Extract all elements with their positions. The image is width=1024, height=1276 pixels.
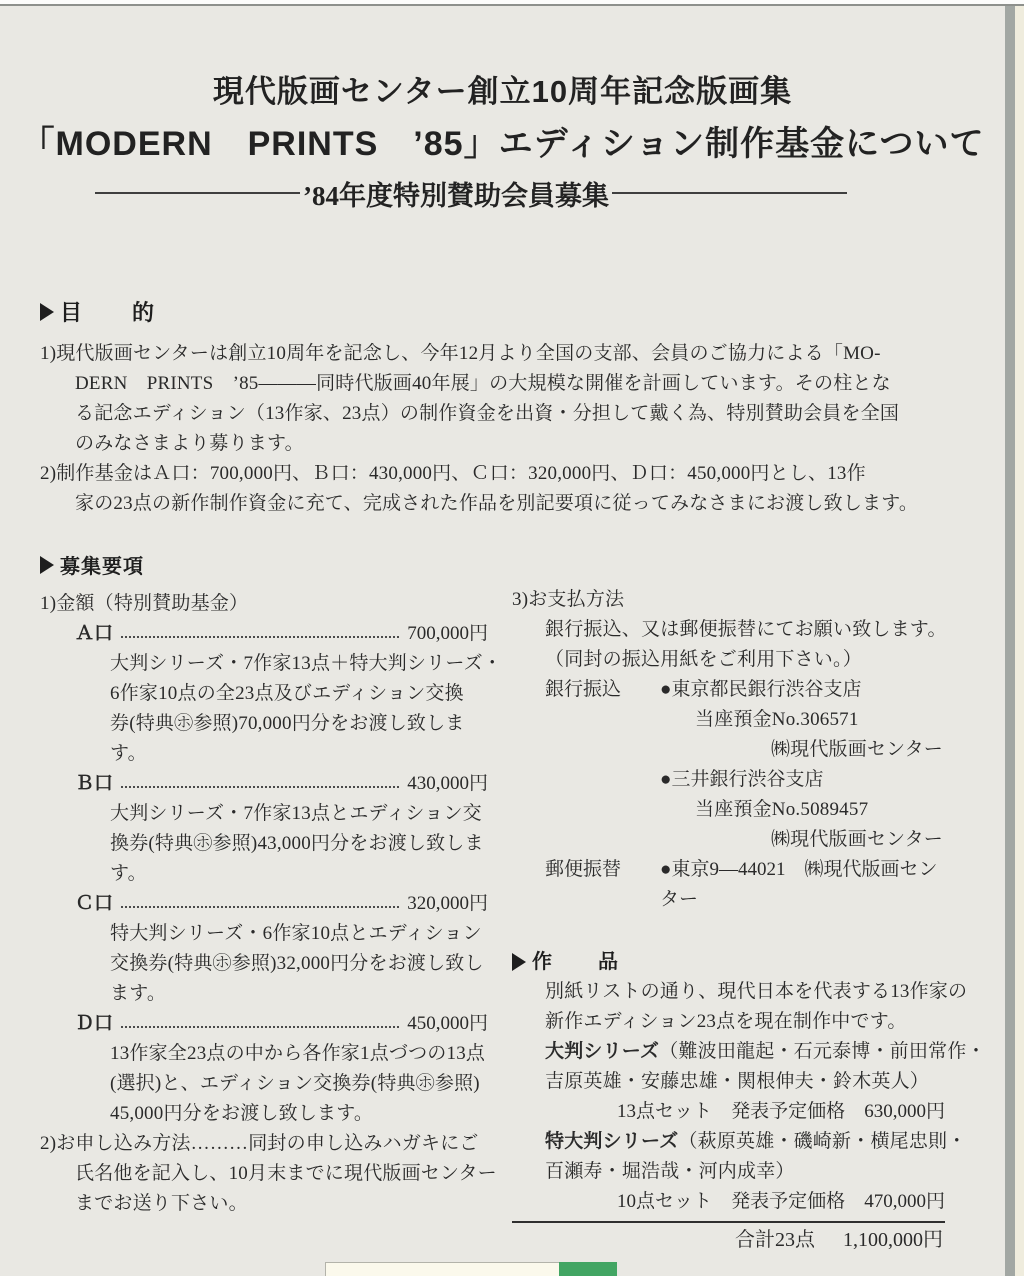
dotted-leader (121, 636, 399, 638)
offer-desc-line: 6作家10点の全23点及びエディション交換 (110, 683, 464, 704)
works-intro-line: 別紙リストの通り、現代日本を代表する13作家の (545, 981, 968, 1002)
large-series-line (512, 1037, 986, 1067)
xlarge-series-label: 特大判シリーズ (545, 1131, 679, 1152)
purpose-line: 1)現代版画センターは創立10周年を記念し、今年12月より全国の支部、会員のご協力による「MO- (40, 343, 881, 364)
document-subtitle-main: 「MODERN PRINTS ’85」エディション制作基金について (20, 125, 985, 163)
bottom-card-green-block (559, 1262, 617, 1276)
offer-desc-line: 13作家全23点の中から各作家1点づつの13点 (110, 1043, 486, 1064)
offer-desc-line: 交換券(特典㋭参照)32,000円分をお渡し致し (110, 953, 484, 974)
subtitle-text: ’84年度特別賛助会員募集 (303, 180, 609, 211)
bank2-row (512, 765, 945, 795)
recruitment-heading (40, 550, 488, 579)
amount-title: 1)金額（特別賛助基金） (40, 593, 249, 614)
dotted-leader (121, 786, 399, 788)
triangle-bullet-icon (40, 556, 54, 574)
offer-row-b (40, 769, 488, 799)
purpose-line: る記念エディション（13作家、23点）の制作資金を出資・分担して戴く為、特別賛助会員を全国 (75, 403, 900, 424)
large-series-label: 大判シリーズ (545, 1041, 660, 1062)
apply-line: までお送り下さい。 (75, 1193, 248, 1214)
offer-amount: 700,000円 (407, 623, 488, 644)
offer-label: Ａ口 (75, 623, 114, 644)
set-price: 630,000円 (864, 1101, 945, 1122)
purpose-line: のみなさまより募ります。 (75, 433, 304, 454)
offer-row-c (40, 889, 488, 919)
subtitle-right-rule (612, 192, 847, 194)
xlarge-series-artists: （萩原英雄・磯崎新・横尾忠則・ (678, 1131, 967, 1152)
purpose-line: 家の23点の新作制作資金に充て、完成された作品を別記要項に従ってみなさまにお渡し致します。 (75, 493, 919, 514)
payment-intro-line: （同封の振込用紙をご利用下さい。） (545, 649, 862, 670)
large-series-artists: （難波田龍起・石元泰博・前田常作・ (659, 1041, 986, 1062)
postal-transfer-row (512, 855, 945, 915)
set-count: 10点セット (617, 1191, 713, 1212)
large-series-set-row (512, 1097, 945, 1127)
dotted-leader (121, 906, 399, 908)
large-series-line2: 吉原英雄・安藤忠雄・関根伸夫・鈴木英人） (545, 1071, 930, 1092)
document-title: 現代版画センター創立10周年記念版画集 (212, 74, 793, 109)
set-price: 470,000円 (864, 1191, 945, 1212)
xlarge-series-set-row (512, 1187, 945, 1217)
works-heading (512, 947, 945, 977)
bank2-account: 当座預金No.5089457 (695, 799, 869, 820)
offer-amount: 450,000円 (407, 1013, 488, 1034)
offer-desc-line: 券(特典㋭参照)70,000円分をお渡し致しま (110, 713, 465, 734)
offer-desc-line: 45,000円分をお渡し致します。 (110, 1103, 374, 1124)
set-price-label: 発表予定価格 (731, 1191, 846, 1212)
payment-heading: 3)お支払方法 (512, 589, 625, 610)
bank-transfer-row (512, 675, 945, 705)
xlarge-series-line2: 百瀬寿・堀浩哉・河内成幸） (545, 1161, 795, 1182)
offer-row-d (40, 1009, 488, 1039)
purpose-heading-label: 目 的 (60, 300, 157, 325)
offer-amount: 320,000円 (407, 893, 488, 914)
recruitment-heading-label: 募集要項 (60, 556, 144, 578)
subtitle-row (95, 176, 882, 210)
works-intro-line: 新作エディション23点を現在制作中です。 (545, 1011, 907, 1032)
offer-desc-line: 大判シリーズ・7作家13点＋特大判シリーズ・ (110, 653, 503, 674)
apply-line: 氏名他を記入し、10月末までに現代版画センター (75, 1163, 497, 1184)
bank-transfer-label: 銀行振込 (545, 679, 622, 700)
payment-and-works-section (512, 585, 986, 1257)
triangle-bullet-icon (512, 953, 526, 971)
bank1-name: ●東京都民銀行渋谷支店 (660, 679, 862, 700)
offer-label: Ｂ口 (75, 773, 114, 794)
dotted-leader (121, 1026, 399, 1028)
offer-desc-line: ます。 (110, 983, 167, 1004)
postal-account: ●東京9—44021 ㈱現代版画センター (660, 859, 938, 910)
scan-right-edge-light (1015, 6, 1024, 1276)
scan-top-edge-line (0, 4, 1024, 6)
bank1-holder: ㈱現代版画センター (770, 739, 943, 760)
offer-desc-line: 特大判シリーズ・6作家10点とエディション (110, 923, 482, 944)
apply-line: 2)お申し込み方法………同封の申し込みハガキにご (40, 1133, 479, 1154)
offer-label: Ｄ口 (75, 1013, 114, 1034)
bank1-account: 当座預金No.306571 (695, 709, 859, 730)
bank2-name: ●三井銀行渋谷支店 (660, 769, 824, 790)
total-row (512, 1223, 945, 1257)
offer-desc-line: 換券(特典㋭参照)43,000円分をお渡し致しま (110, 833, 484, 854)
offer-desc-line: (選択)と、エディション交換券(特典㋭参照) (110, 1073, 480, 1094)
purpose-line: DERN PRINTS ’85———同時代版画40年展」の大規模な開催を計画しています。その柱とな (75, 373, 891, 394)
payment-intro-line: 銀行振込、又は郵便振替にてお願い致します。 (545, 619, 947, 640)
offer-desc-line: 大判シリーズ・7作家13点とエディション交 (110, 803, 482, 824)
triangle-bullet-icon (40, 303, 54, 321)
offer-desc-line: す。 (110, 863, 147, 884)
purpose-line: 2)制作基金はＡ口：700,000円、Ｂ口：430,000円、Ｃ口：320,000円、Ｄ口：450,000円とし、13作 (40, 463, 866, 484)
set-count: 13点セット (617, 1101, 713, 1122)
bank2-spacer (545, 765, 660, 795)
offer-desc-line: す。 (110, 743, 147, 764)
set-price-label: 発表予定価格 (731, 1101, 846, 1122)
total-amount: 1,100,000円 (843, 1229, 943, 1251)
scan-right-edge-shadow (1005, 6, 1015, 1276)
purpose-heading (40, 296, 940, 327)
bottom-peeking-card (325, 1262, 617, 1276)
offer-row-a (40, 619, 488, 649)
subtitle-left-rule (95, 192, 300, 194)
recruitment-section (40, 550, 503, 1219)
postal-transfer-label: 郵便振替 (545, 859, 622, 880)
purpose-section (40, 296, 940, 519)
offer-amount: 430,000円 (407, 773, 488, 794)
total-label: 合計23点 (735, 1229, 815, 1251)
offer-label: Ｃ口 (75, 893, 114, 914)
bank2-holder: ㈱現代版画センター (770, 829, 943, 850)
works-heading-label: 作 品 (532, 951, 620, 973)
xlarge-series-line (512, 1127, 967, 1157)
